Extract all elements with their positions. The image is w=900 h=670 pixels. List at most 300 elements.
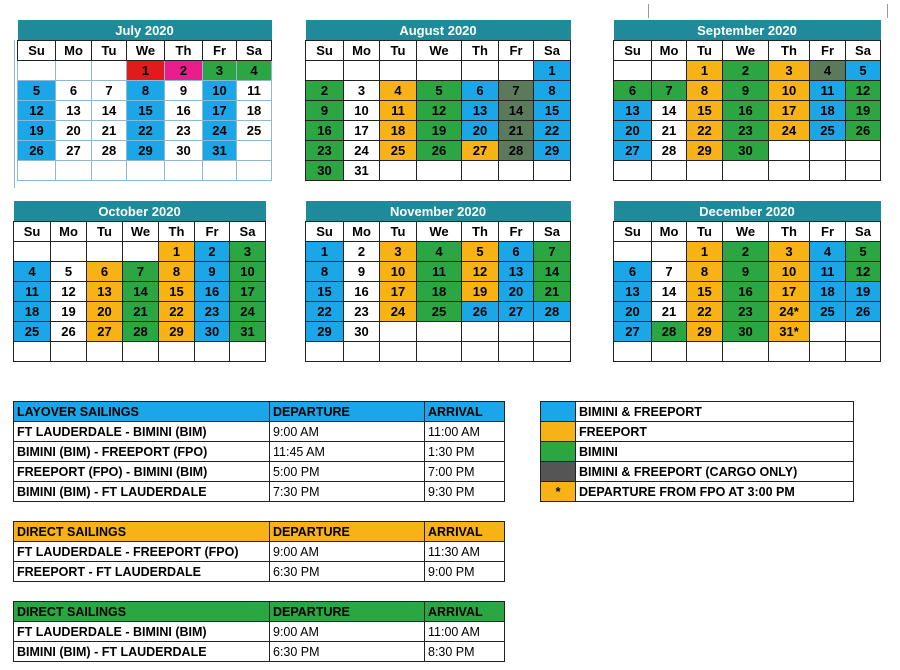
schedule-header-cell: DEPARTURE (270, 602, 425, 622)
calendar-day (306, 61, 344, 81)
calendar-day: 21 (123, 302, 159, 322)
calendar-day: 29 (159, 322, 195, 342)
weekday-header: Fr (203, 41, 237, 61)
calendar-day (534, 342, 571, 362)
calendar-day: 7 (499, 81, 534, 101)
weekday-header: Fr (499, 222, 534, 242)
weekday-header: Sa (230, 222, 266, 242)
calendar-day: 14 (92, 101, 127, 121)
calendar-day: 22 (687, 302, 723, 322)
frame-line (887, 4, 888, 18)
calendar-day (810, 342, 846, 362)
route-cell: FT LAUDERDALE - FREEPORT (FPO) (14, 542, 270, 562)
calendar-week (614, 262, 881, 282)
calendar-day (87, 242, 123, 262)
calendar-day (534, 322, 571, 342)
calendar-day: 19 (51, 302, 87, 322)
calendar-day: 4 (417, 242, 462, 262)
calendar-day: 15 (159, 282, 195, 302)
calendar-day: 25 (810, 121, 846, 141)
calendar-day (810, 141, 846, 161)
calendar-week (14, 302, 266, 322)
calendar-week (306, 342, 571, 362)
weekday-header: Sa (534, 222, 571, 242)
calendar-day: 13 (87, 282, 123, 302)
schedule-header-cell: DEPARTURE (270, 522, 425, 542)
departure-cell: 9:00 AM (270, 622, 425, 642)
departure-cell: 7:30 PM (270, 482, 425, 502)
calendar-week (14, 342, 266, 362)
calendar-day: 14 (499, 101, 534, 121)
calendar-month (613, 201, 881, 362)
calendar-day: 6 (614, 262, 652, 282)
calendar-day: 3 (380, 242, 417, 262)
calendar-week (18, 141, 272, 161)
calendar-day (687, 161, 723, 181)
calendar-day: 25 (14, 322, 51, 342)
schedule-header-cell: DEPARTURE (270, 402, 425, 422)
calendar-day (51, 242, 87, 262)
calendar-day: 7 (92, 81, 127, 101)
calendar-day: 21 (92, 121, 127, 141)
calendar-day (652, 342, 687, 362)
calendar-day: 27 (614, 322, 652, 342)
calendar-day: 9 (306, 101, 344, 121)
calendar-week (306, 121, 571, 141)
calendar-day: 26 (846, 121, 881, 141)
calendar-day: 17 (769, 282, 810, 302)
calendar-day: 29 (687, 322, 723, 342)
calendar-day: 1 (127, 61, 165, 81)
legend-row (541, 462, 854, 482)
calendar-week (614, 161, 881, 181)
calendar-day: 13 (614, 101, 652, 121)
calendar-day (14, 242, 51, 262)
calendar-day (14, 342, 51, 362)
calendar-day (769, 161, 810, 181)
weekday-header: Su (306, 222, 344, 242)
calendar-week (306, 81, 571, 101)
calendar-day: 19 (18, 121, 56, 141)
calendar-day: 14 (123, 282, 159, 302)
calendar-day (417, 342, 462, 362)
calendar-day (846, 161, 881, 181)
calendar-day: 25 (237, 121, 272, 141)
calendar-day (92, 161, 127, 181)
calendar-week (614, 302, 881, 322)
weekday-header: Mo (344, 41, 380, 61)
calendar-day (462, 342, 499, 362)
calendar-day: 6 (462, 81, 499, 101)
calendar-day: 26 (18, 141, 56, 161)
arrival-cell: 9:30 PM (425, 482, 505, 502)
calendar-month (305, 20, 571, 181)
calendar-day: 12 (462, 262, 499, 282)
calendar-day: 1 (306, 242, 344, 262)
calendar-week (14, 322, 266, 342)
calendar-day: 18 (417, 282, 462, 302)
calendar-day: 12 (18, 101, 56, 121)
calendar-day: 21 (652, 302, 687, 322)
calendar-week (14, 262, 266, 282)
calendar-day: 14 (652, 282, 687, 302)
calendar-day: 24 (344, 141, 380, 161)
calendar-day: 15 (687, 101, 723, 121)
calendar-day: 5 (846, 242, 881, 262)
calendar-day: 2 (165, 61, 203, 81)
calendar-title: November 2020 (306, 201, 571, 222)
weekday-header: We (127, 41, 165, 61)
schedule-row (14, 482, 505, 502)
calendar-title: August 2020 (306, 20, 571, 41)
calendar-day: 26 (51, 322, 87, 342)
calendar-day (499, 61, 534, 81)
calendar-day: 31 (230, 322, 266, 342)
calendar-day (237, 161, 272, 181)
calendar-day: 3 (203, 61, 237, 81)
calendar-day: 14 (534, 262, 571, 282)
calendar-day: 28 (123, 322, 159, 342)
calendar-week (306, 141, 571, 161)
weekday-header: Th (769, 222, 810, 242)
calendar-week (614, 61, 881, 81)
weekday-header: Tu (92, 41, 127, 61)
calendar-title: July 2020 (18, 20, 272, 41)
legend-label: BIMINI (576, 442, 854, 462)
calendar-week (306, 161, 571, 181)
schedule-row (14, 642, 505, 662)
route-cell: FT LAUDERDALE - BIMINI (BIM) (14, 422, 270, 442)
calendar-day: 18 (810, 101, 846, 121)
calendar-week (306, 322, 571, 342)
calendar-day (380, 342, 417, 362)
arrival-cell: 1:30 PM (425, 442, 505, 462)
calendar-day: 8 (306, 262, 344, 282)
calendar-day: 24 (380, 302, 417, 322)
calendar-day (87, 342, 123, 362)
calendar-day: 3 (344, 81, 380, 101)
schedule-header-cell: ARRIVAL (425, 402, 505, 422)
weekday-header: Mo (652, 41, 687, 61)
calendar-day: 22 (306, 302, 344, 322)
calendar-day: 23 (195, 302, 230, 322)
calendar-day (769, 141, 810, 161)
weekday-header: Th (159, 222, 195, 242)
calendar-day: 4 (810, 242, 846, 262)
calendar-day: 27 (499, 302, 534, 322)
calendar-day: 21 (652, 121, 687, 141)
calendar-day: 3 (769, 242, 810, 262)
calendar-day (687, 342, 723, 362)
calendar-day: 16 (344, 282, 380, 302)
calendar-day (652, 61, 687, 81)
legend-swatch (541, 422, 576, 442)
calendar-day: 20 (56, 121, 92, 141)
weekday-header: Fr (810, 222, 846, 242)
calendar-day: 2 (723, 242, 769, 262)
calendar-day (769, 342, 810, 362)
calendar-day: 25 (380, 141, 417, 161)
schedule-header-cell: DIRECT SAILINGS (14, 522, 270, 542)
calendar-day: 26 (417, 141, 462, 161)
legend-swatch: * (541, 482, 576, 502)
calendar-day: 27 (56, 141, 92, 161)
calendar-day: 18 (14, 302, 51, 322)
calendar-day: 15 (306, 282, 344, 302)
legend-row (541, 482, 854, 502)
calendar-day: 11 (380, 101, 417, 121)
calendar-day: 15 (687, 282, 723, 302)
calendar-day (203, 161, 237, 181)
calendar-day: 20 (462, 121, 499, 141)
calendar-day (499, 161, 534, 181)
route-cell: BIMINI (BIM) - FT LAUDERDALE (14, 482, 270, 502)
calendar-day (51, 342, 87, 362)
calendar-day: 4 (810, 61, 846, 81)
arrival-cell: 8:30 PM (425, 642, 505, 662)
arrival-cell: 9:00 PM (425, 562, 505, 582)
calendar-day: 8 (159, 262, 195, 282)
weekday-header: Tu (380, 222, 417, 242)
calendar-day: 24* (769, 302, 810, 322)
departure-cell: 5:00 PM (270, 462, 425, 482)
calendar-day (417, 322, 462, 342)
calendar-day: 7 (652, 262, 687, 282)
calendar-week (614, 282, 881, 302)
sailing-schedule-table (13, 401, 505, 502)
calendar-day: 9 (195, 262, 230, 282)
calendar-day: 23 (306, 141, 344, 161)
calendar-day: 9 (723, 262, 769, 282)
calendar-day: 28 (534, 302, 571, 322)
calendar-day: 17 (203, 101, 237, 121)
calendar-day: 1 (159, 242, 195, 262)
calendar-week (614, 342, 881, 362)
legend-swatch (541, 442, 576, 462)
calendar-week (306, 262, 571, 282)
calendar-week (18, 81, 272, 101)
weekday-header: Tu (380, 41, 417, 61)
calendar-day (123, 342, 159, 362)
calendar-day: 20 (87, 302, 123, 322)
calendar-day: 11 (810, 81, 846, 101)
calendar-day: 12 (846, 81, 881, 101)
weekday-header: We (417, 222, 462, 242)
sailing-schedule-table (13, 601, 505, 662)
weekday-header: Mo (652, 222, 687, 242)
calendar-week (614, 81, 881, 101)
calendar-day: 1 (687, 61, 723, 81)
legend-label: FREEPORT (576, 422, 854, 442)
legend-row (541, 402, 854, 422)
calendar-week (18, 161, 272, 181)
calendar-day: 4 (14, 262, 51, 282)
weekday-header: Sa (846, 222, 881, 242)
weekday-header: Su (306, 41, 344, 61)
departure-cell: 6:30 PM (270, 642, 425, 662)
calendar-week (306, 242, 571, 262)
calendar-day: 26 (462, 302, 499, 322)
calendar-day: 5 (417, 81, 462, 101)
legend-swatch (541, 462, 576, 482)
weekday-header: Th (769, 41, 810, 61)
calendar-day (92, 61, 127, 81)
weekday-header: We (417, 41, 462, 61)
calendar-day: 15 (127, 101, 165, 121)
calendar-day (195, 342, 230, 362)
weekday-header: Mo (56, 41, 92, 61)
calendar-day: 22 (159, 302, 195, 322)
calendar-day: 23 (344, 302, 380, 322)
calendar-day: 10 (769, 262, 810, 282)
calendar-day (723, 161, 769, 181)
calendar-day: 30 (344, 322, 380, 342)
schedule-row (14, 542, 505, 562)
calendar-day: 11 (237, 81, 272, 101)
calendar-day: 20 (614, 121, 652, 141)
calendar-day: 14 (652, 101, 687, 121)
calendar-day: 30 (723, 322, 769, 342)
calendar-day: 17 (344, 121, 380, 141)
calendar-week (14, 242, 266, 262)
calendar-day: 31* (769, 322, 810, 342)
schedule-row (14, 442, 505, 462)
calendar-day: 9 (723, 81, 769, 101)
calendar-day: 1 (687, 242, 723, 262)
weekday-header: Mo (51, 222, 87, 242)
calendar-day (723, 342, 769, 362)
weekday-header: Th (165, 41, 203, 61)
arrival-cell: 11:30 AM (425, 542, 505, 562)
calendar-day: 29 (534, 141, 571, 161)
calendar-day (417, 61, 462, 81)
calendar-day: 2 (306, 81, 344, 101)
schedule-row (14, 562, 505, 582)
calendar-week (18, 101, 272, 121)
weekday-header: Tu (687, 41, 723, 61)
calendar-day: 22 (127, 121, 165, 141)
calendar-day: 18 (810, 282, 846, 302)
calendar-week (18, 61, 272, 81)
calendar-day: 18 (380, 121, 417, 141)
departure-cell: 9:00 AM (270, 542, 425, 562)
calendar-day (614, 242, 652, 262)
calendar-day: 12 (846, 262, 881, 282)
calendar-day (534, 161, 571, 181)
calendar-day: 31 (203, 141, 237, 161)
schedule-header-cell: ARRIVAL (425, 522, 505, 542)
calendar-day: 8 (687, 81, 723, 101)
schedule-header-row (14, 522, 505, 542)
weekday-header: Sa (846, 41, 881, 61)
calendar-day: 29 (687, 141, 723, 161)
calendar-week (14, 282, 266, 302)
calendar-day: 11 (417, 262, 462, 282)
calendar-day: 12 (417, 101, 462, 121)
calendar-day: 13 (56, 101, 92, 121)
calendar-day: 16 (306, 121, 344, 141)
legend-swatch (541, 402, 576, 422)
calendar-day (380, 322, 417, 342)
calendar-day (380, 161, 417, 181)
weekday-header: We (123, 222, 159, 242)
calendar-day: 16 (195, 282, 230, 302)
calendar-day: 27 (614, 141, 652, 161)
schedule-header-cell: LAYOVER SAILINGS (14, 402, 270, 422)
calendar-day: 2 (344, 242, 380, 262)
calendar-day: 17 (380, 282, 417, 302)
calendar-day: 8 (687, 262, 723, 282)
calendar-week (306, 282, 571, 302)
weekday-header: Th (462, 41, 499, 61)
calendar-day (230, 342, 266, 362)
calendar-day: 31 (344, 161, 380, 181)
calendar-day: 5 (846, 61, 881, 81)
calendar-day: 5 (18, 81, 56, 101)
departure-cell: 6:30 PM (270, 562, 425, 582)
arrival-cell: 11:00 AM (425, 422, 505, 442)
calendar-day: 11 (14, 282, 51, 302)
weekday-header: Fr (810, 41, 846, 61)
calendar-day (614, 342, 652, 362)
calendar-day: 15 (534, 101, 571, 121)
calendar-week (614, 322, 881, 342)
legend-label: BIMINI & FREEPORT (576, 402, 854, 422)
calendar-day: 30 (195, 322, 230, 342)
calendar-day: 5 (51, 262, 87, 282)
calendar-day: 29 (306, 322, 344, 342)
calendar-day (127, 161, 165, 181)
schedule-header-row (14, 402, 505, 422)
calendar-title: December 2020 (614, 201, 881, 222)
calendar-day: 6 (499, 242, 534, 262)
calendar-day: 19 (846, 282, 881, 302)
calendar-day (123, 242, 159, 262)
calendar-day: 21 (534, 282, 571, 302)
calendar-day: 21 (499, 121, 534, 141)
calendar-day: 3 (230, 242, 266, 262)
calendar-day: 16 (165, 101, 203, 121)
route-cell: BIMINI (BIM) - FREEPORT (FPO) (14, 442, 270, 462)
schedule-header-row (14, 602, 505, 622)
calendar-day: 12 (51, 282, 87, 302)
calendar-title: October 2020 (14, 201, 266, 222)
calendar-day: 8 (127, 81, 165, 101)
calendar-month (305, 201, 571, 362)
calendar-day: 24 (769, 121, 810, 141)
calendar-week (614, 242, 881, 262)
weekday-header: We (723, 41, 769, 61)
calendar-day (56, 61, 92, 81)
calendar-day: 7 (534, 242, 571, 262)
calendar-day: 9 (344, 262, 380, 282)
weekday-header: Tu (687, 222, 723, 242)
calendar-day: 23 (165, 121, 203, 141)
departure-cell: 9:00 AM (270, 422, 425, 442)
arrival-cell: 11:00 AM (425, 622, 505, 642)
calendar-day: 28 (499, 141, 534, 161)
calendar-day (165, 161, 203, 181)
calendar-day: 13 (462, 101, 499, 121)
calendar-day: 23 (723, 121, 769, 141)
calendar-day: 27 (462, 141, 499, 161)
calendar-day: 25 (810, 302, 846, 322)
calendar-day: 9 (165, 81, 203, 101)
calendar-day: 4 (380, 81, 417, 101)
calendar-day (380, 61, 417, 81)
weekday-header: Mo (344, 222, 380, 242)
calendar-day (846, 342, 881, 362)
